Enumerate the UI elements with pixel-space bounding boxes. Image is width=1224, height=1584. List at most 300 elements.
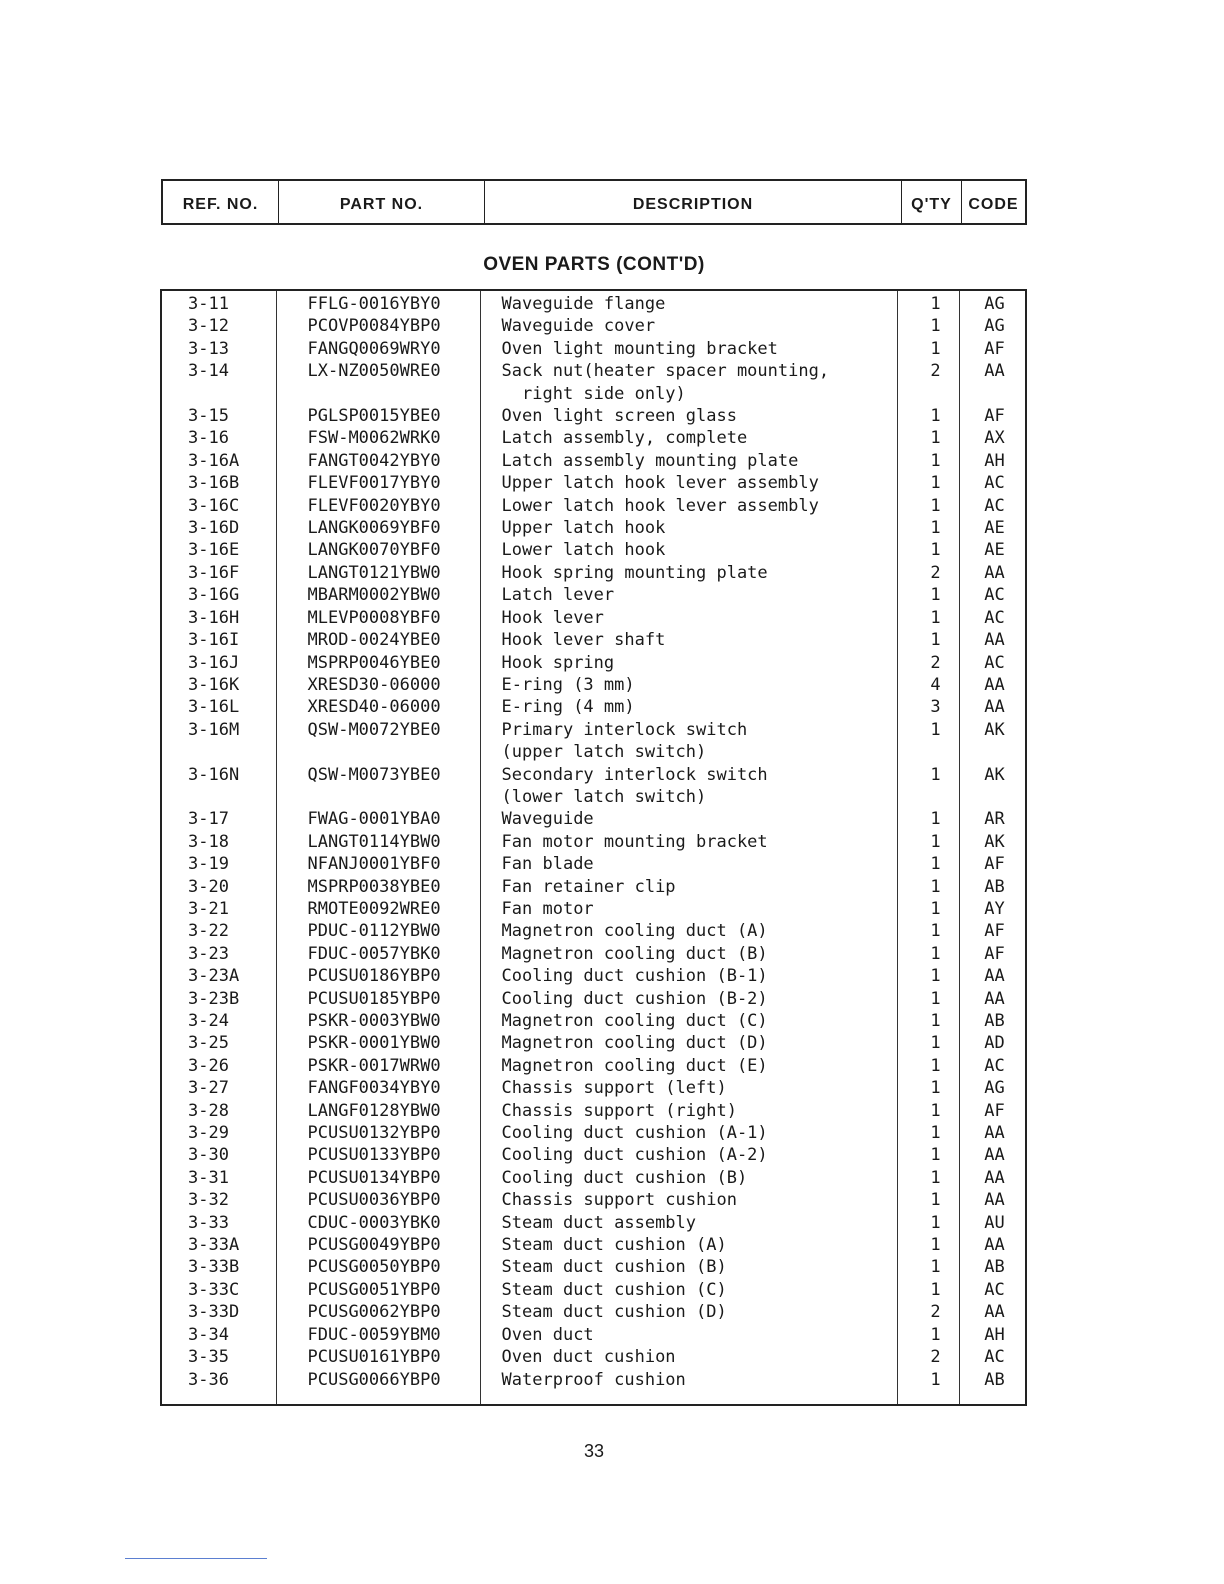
qty-cell: 1 <box>930 338 941 359</box>
description-cell: Hook spring <box>501 652 615 673</box>
code-cell: AA <box>984 630 1005 651</box>
table-row <box>162 1055 1025 1077</box>
description-cell: Waveguide cover <box>501 316 656 337</box>
table-row <box>162 1032 1025 1054</box>
description-cell: Cooling duct cushion (A-2) <box>501 1145 768 1166</box>
part-no-cell: PCUSU0134YBP0 <box>307 1167 441 1188</box>
description-cell: Fan motor mounting bracket <box>501 831 768 852</box>
qty-cell: 1 <box>930 1033 941 1054</box>
table-row <box>162 831 1025 853</box>
header-part-no: PART NO. <box>279 181 485 223</box>
ref-no-cell: 3-23A <box>188 966 240 987</box>
table-row <box>162 1077 1025 1099</box>
code-cell: AE <box>984 540 1005 561</box>
ref-no-cell: 3-23 <box>188 943 229 964</box>
table-row <box>162 607 1025 629</box>
ref-no-cell: 3-16C <box>188 495 240 516</box>
table-row <box>162 517 1025 539</box>
ref-no-cell: 3-16J <box>188 652 240 673</box>
part-no-cell: PCOVP0084YBP0 <box>307 316 441 337</box>
ref-no-cell: 3-34 <box>188 1324 229 1345</box>
qty-cell: 1 <box>930 1145 941 1166</box>
code-cell: AA <box>984 1302 1005 1323</box>
table-row <box>162 472 1025 494</box>
ref-no-cell: 3-11 <box>188 294 229 314</box>
ref-no-cell: 3-16D <box>188 518 240 539</box>
code-cell: AC <box>984 1055 1005 1076</box>
ref-no-cell: 3-12 <box>188 316 229 337</box>
description-cell: Magnetron cooling duct (C) <box>501 1011 768 1031</box>
code-cell: AC <box>984 607 1005 628</box>
code-cell: AH <box>984 450 1005 471</box>
description-cell: Upper latch hook <box>501 518 666 539</box>
table-row <box>162 629 1025 651</box>
description-cell: Steam duct cushion (A) <box>501 1235 727 1256</box>
table-row <box>162 764 1025 786</box>
qty-cell: 2 <box>930 361 941 382</box>
code-cell <box>960 741 1025 763</box>
part-no-cell: CDUC-0003YBK0 <box>307 1212 441 1233</box>
table-row <box>162 674 1025 696</box>
part-no-cell: MSPRP0038YBE0 <box>307 876 441 897</box>
part-no-cell: FSW-M0062WRK0 <box>307 428 441 449</box>
ref-no-cell: 3-22 <box>188 921 229 942</box>
code-cell: AR <box>984 809 1005 830</box>
description-cell: Latch assembly mounting plate <box>501 450 799 471</box>
table-row <box>162 562 1025 584</box>
qty-cell: 1 <box>930 876 941 897</box>
code-cell <box>960 383 1025 405</box>
description-cell: Cooling duct cushion (B) <box>501 1167 748 1188</box>
ref-no-cell <box>162 741 280 763</box>
table-row <box>162 427 1025 449</box>
code-cell: AC <box>984 495 1005 516</box>
code-cell <box>960 786 1025 808</box>
qty-cell: 1 <box>930 450 941 471</box>
description-cell: Fan motor <box>501 898 594 919</box>
table-row <box>162 1369 1025 1391</box>
table-row <box>162 1122 1025 1144</box>
table-row <box>162 943 1025 965</box>
ref-no-cell: 3-32 <box>188 1190 229 1211</box>
ref-no-cell: 3-16G <box>188 585 240 606</box>
description-cell: Fan blade <box>501 854 594 875</box>
table-row <box>162 405 1025 427</box>
code-cell: AA <box>984 674 1005 695</box>
code-cell: AB <box>984 876 1005 897</box>
qty-cell: 1 <box>930 1078 941 1099</box>
code-cell: AF <box>984 1100 1005 1121</box>
part-no-cell: FDUC-0057YBK0 <box>307 943 441 964</box>
ref-no-cell: 3-19 <box>188 854 229 875</box>
code-cell: AC <box>984 585 1005 606</box>
part-no-cell: FANGQ0069WRY0 <box>307 338 441 359</box>
part-no-cell: PGLSP0015YBE0 <box>307 406 441 427</box>
footer-rule <box>125 1558 267 1559</box>
code-cell: AF <box>984 943 1005 964</box>
description-cell: Latch assembly, complete <box>501 428 748 449</box>
table-row <box>162 539 1025 561</box>
table-row <box>162 1100 1025 1122</box>
table-row <box>162 1144 1025 1166</box>
qty-cell: 1 <box>930 316 941 337</box>
qty-cell: 2 <box>930 562 941 583</box>
part-no-cell <box>280 741 484 763</box>
description-cell: Waveguide <box>501 809 594 830</box>
ref-no-cell: 3-16A <box>188 450 240 471</box>
part-no-cell: PSKR-0003YBW0 <box>307 1011 441 1031</box>
part-no-cell: FLEVF0017YBY0 <box>307 473 441 494</box>
code-cell: AA <box>984 1167 1005 1188</box>
part-no-cell: PCUSG0051YBP0 <box>307 1279 441 1300</box>
section-title: OVEN PARTS (CONT'D) <box>483 254 705 275</box>
header-qty: Q'TY <box>902 181 962 223</box>
ref-no-cell: 3-25 <box>188 1033 229 1054</box>
qty-cell: 1 <box>930 1167 941 1188</box>
parts-rows <box>162 293 1025 1391</box>
qty-cell: 1 <box>930 428 941 449</box>
qty-cell: 1 <box>930 921 941 942</box>
qty-cell: 1 <box>930 1257 941 1278</box>
table-row <box>162 1189 1025 1211</box>
part-no-cell: XRESD40-06000 <box>307 697 441 718</box>
qty-cell <box>898 383 960 405</box>
description-cell: Sack nut(heater spacer mounting, <box>501 361 830 382</box>
part-no-cell: PDUC-0112YBW0 <box>307 921 441 942</box>
code-cell: AC <box>984 652 1005 673</box>
ref-no-cell: 3-29 <box>188 1123 229 1144</box>
code-cell: AK <box>984 831 1005 852</box>
qty-cell: 1 <box>930 607 941 628</box>
table-row <box>162 450 1025 472</box>
table-row <box>162 1234 1025 1256</box>
table-row <box>162 696 1025 718</box>
part-no-cell: LANGK0069YBF0 <box>307 518 441 539</box>
qty-cell: 1 <box>930 540 941 561</box>
description-cell: Fan retainer clip <box>501 876 676 897</box>
table-row <box>162 965 1025 987</box>
code-cell: AC <box>984 1279 1005 1300</box>
qty-cell: 1 <box>930 1212 941 1233</box>
ref-no-cell: 3-20 <box>188 876 229 897</box>
description-cell: Steam duct assembly <box>501 1212 697 1233</box>
table-row <box>162 786 1025 808</box>
code-cell: AA <box>984 966 1005 987</box>
description-cell: Steam duct cushion (D) <box>501 1302 727 1323</box>
ref-no-cell: 3-16L <box>188 697 240 718</box>
description-cell: Primary interlock switch <box>501 719 748 740</box>
part-no-cell: LANGK0070YBF0 <box>307 540 441 561</box>
qty-cell: 1 <box>930 988 941 1009</box>
part-no-cell: PCUSU0185YBP0 <box>307 988 441 1009</box>
qty-cell: 1 <box>930 630 941 651</box>
qty-cell: 1 <box>930 1235 941 1256</box>
part-no-cell: MROD-0024YBE0 <box>307 630 441 651</box>
qty-cell: 1 <box>930 1279 941 1300</box>
code-cell: AA <box>984 1123 1005 1144</box>
qty-cell: 1 <box>930 966 941 987</box>
table-row <box>162 383 1025 405</box>
qty-cell: 1 <box>930 809 941 830</box>
code-cell: AB <box>984 1257 1005 1278</box>
ref-no-cell: 3-35 <box>188 1347 229 1368</box>
qty-cell: 1 <box>930 294 941 314</box>
description-cell: Waterproof cushion <box>501 1369 686 1390</box>
qty-cell: 1 <box>930 1011 941 1031</box>
qty-cell: 1 <box>930 585 941 606</box>
part-no-cell: PCUSG0050YBP0 <box>307 1257 441 1278</box>
code-cell: AF <box>984 854 1005 875</box>
description-cell: Magnetron cooling duct (A) <box>501 921 768 942</box>
part-no-cell: PSKR-0001YBW0 <box>307 1033 441 1054</box>
part-no-cell: PCUSU0161YBP0 <box>307 1347 441 1368</box>
description-cell: Hook lever shaft <box>501 630 666 651</box>
part-no-cell: FANGF0034YBY0 <box>307 1078 441 1099</box>
description-cell: Chassis support cushion <box>501 1190 737 1211</box>
qty-cell: 2 <box>930 1347 941 1368</box>
table-row <box>162 719 1025 741</box>
code-cell: AD <box>984 1033 1005 1054</box>
parts-table <box>160 289 1027 1406</box>
ref-no-cell: 3-33 <box>188 1212 229 1233</box>
description-cell: right side only) <box>501 383 686 404</box>
part-no-cell: XRESD30-06000 <box>307 674 441 695</box>
code-cell: AF <box>984 406 1005 427</box>
description-cell: Chassis support (right) <box>501 1100 737 1121</box>
code-cell: AY <box>984 898 1005 919</box>
table-row <box>162 1301 1025 1323</box>
part-no-cell: RMOTE0092WRE0 <box>307 898 441 919</box>
part-no-cell: FDUC-0059YBM0 <box>307 1324 441 1345</box>
qty-cell <box>898 741 960 763</box>
qty-cell: 1 <box>930 1324 941 1345</box>
description-cell: Cooling duct cushion (B-2) <box>501 988 768 1009</box>
part-no-cell: FLEVF0020YBY0 <box>307 495 441 516</box>
table-row <box>162 853 1025 875</box>
ref-no-cell <box>162 383 280 405</box>
ref-no-cell: 3-16 <box>188 428 229 449</box>
description-cell: Upper latch hook lever assembly <box>501 473 819 494</box>
qty-cell: 1 <box>930 1369 941 1390</box>
description-cell: Steam duct cushion (B) <box>501 1257 727 1278</box>
part-no-cell: LANGF0128YBW0 <box>307 1100 441 1121</box>
ref-no-cell: 3-13 <box>188 338 229 359</box>
description-cell: Lower latch hook <box>501 540 666 561</box>
description-cell: Secondary interlock switch <box>501 764 768 785</box>
part-no-cell: NFANJ0001YBF0 <box>307 854 441 875</box>
qty-cell: 2 <box>930 1302 941 1323</box>
description-cell: Waveguide flange <box>501 294 666 314</box>
part-no-cell: LX-NZ0050WRE0 <box>307 361 441 382</box>
part-no-cell: PCUSG0066YBP0 <box>307 1369 441 1390</box>
ref-no-cell: 3-33A <box>188 1235 240 1256</box>
description-cell: E-ring (3 mm) <box>501 674 635 695</box>
header-code: CODE <box>968 196 1019 213</box>
qty-cell <box>898 786 960 808</box>
description-cell: Oven light screen glass <box>501 406 737 427</box>
code-cell: AA <box>984 1145 1005 1166</box>
qty-cell: 1 <box>930 719 941 740</box>
qty-cell: 1 <box>930 473 941 494</box>
part-no-cell: FANGT0042YBY0 <box>307 450 441 471</box>
description-cell: (lower latch switch) <box>501 786 707 807</box>
table-row <box>162 652 1025 674</box>
code-cell: AH <box>984 1324 1005 1345</box>
qty-cell: 3 <box>930 697 941 718</box>
code-cell: AA <box>984 361 1005 382</box>
table-row <box>162 988 1025 1010</box>
ref-no-cell: 3-30 <box>188 1145 229 1166</box>
qty-cell: 1 <box>930 1055 941 1076</box>
code-cell: AG <box>984 1078 1005 1099</box>
table-row <box>162 360 1025 382</box>
ref-no-cell: 3-31 <box>188 1167 229 1188</box>
table-row <box>162 1256 1025 1278</box>
part-no-cell: QSW-M0072YBE0 <box>307 719 441 740</box>
part-no-cell: PCUSU0133YBP0 <box>307 1145 441 1166</box>
code-cell: AG <box>984 316 1005 337</box>
ref-no-cell: 3-24 <box>188 1011 229 1031</box>
code-cell: AU <box>984 1212 1005 1233</box>
ref-no-cell: 3-16H <box>188 607 240 628</box>
column-header-table <box>161 179 1027 225</box>
table-row <box>162 1212 1025 1234</box>
code-cell: AA <box>984 697 1005 718</box>
part-no-cell: QSW-M0073YBE0 <box>307 764 441 785</box>
description-cell: Hook lever <box>501 607 604 628</box>
ref-no-cell: 3-14 <box>188 361 229 382</box>
description-cell: Hook spring mounting plate <box>501 562 768 583</box>
qty-cell: 4 <box>930 674 941 695</box>
table-row <box>162 1279 1025 1301</box>
part-no-cell: PCUSG0062YBP0 <box>307 1302 441 1323</box>
qty-cell: 1 <box>930 854 941 875</box>
table-row <box>162 808 1025 830</box>
ref-no-cell: 3-36 <box>188 1369 229 1390</box>
part-no-cell: LANGT0121YBW0 <box>307 562 441 583</box>
qty-cell: 1 <box>930 1190 941 1211</box>
description-cell: Oven duct <box>501 1324 594 1345</box>
ref-no-cell: 3-26 <box>188 1055 229 1076</box>
table-row <box>162 741 1025 763</box>
table-row <box>162 293 1025 315</box>
part-no-cell: MBARM0002YBW0 <box>307 585 441 606</box>
description-cell: Oven light mounting bracket <box>501 338 778 359</box>
table-row <box>162 338 1025 360</box>
ref-no-cell: 3-16F <box>188 562 240 583</box>
code-cell: AB <box>984 1011 1005 1031</box>
code-cell: AA <box>984 562 1005 583</box>
table-row <box>162 898 1025 920</box>
table-row <box>162 1167 1025 1189</box>
description-cell: Steam duct cushion (C) <box>501 1279 727 1300</box>
table-row <box>162 1010 1025 1032</box>
code-cell: AC <box>984 473 1005 494</box>
part-no-cell: LANGT0114YBW0 <box>307 831 441 852</box>
part-no-cell: PCUSU0186YBP0 <box>307 966 441 987</box>
code-cell: AE <box>984 518 1005 539</box>
code-cell: AA <box>984 988 1005 1009</box>
ref-no-cell: 3-16B <box>188 473 240 494</box>
description-cell: Magnetron cooling duct (B) <box>501 943 768 964</box>
qty-cell: 1 <box>930 1100 941 1121</box>
qty-cell: 1 <box>930 943 941 964</box>
code-cell: AA <box>984 1235 1005 1256</box>
page-number: 33 <box>583 1441 605 1461</box>
ref-no-cell: 3-33B <box>188 1257 240 1278</box>
description-cell: (upper latch switch) <box>501 742 707 763</box>
qty-cell: 2 <box>930 652 941 673</box>
header-ref-no: REF. NO. <box>163 181 279 223</box>
ref-no-cell: 3-16I <box>188 630 240 651</box>
ref-no-cell: 3-16M <box>188 719 240 740</box>
code-cell: AX <box>984 428 1005 449</box>
ref-no-cell: 3-21 <box>188 898 229 919</box>
code-cell: AK <box>984 719 1005 740</box>
ref-no-cell: 3-28 <box>188 1100 229 1121</box>
ref-no-cell: 3-27 <box>188 1078 229 1099</box>
ref-no-cell: 3-18 <box>188 831 229 852</box>
part-no-cell: PCUSU0036YBP0 <box>307 1190 441 1211</box>
ref-no-cell: 3-17 <box>188 809 229 830</box>
part-no-cell: PCUSU0132YBP0 <box>307 1123 441 1144</box>
description-cell: Chassis support (left) <box>501 1078 727 1099</box>
table-row <box>162 495 1025 517</box>
part-no-cell <box>280 786 484 808</box>
header-description: DESCRIPTION <box>485 181 902 223</box>
table-row <box>162 920 1025 942</box>
ref-no-cell: 3-33C <box>188 1279 240 1300</box>
code-cell: AG <box>984 294 1005 314</box>
description-cell: Cooling duct cushion (B-1) <box>501 966 768 987</box>
table-row <box>162 1324 1025 1346</box>
qty-cell: 1 <box>930 1123 941 1144</box>
code-cell: AA <box>984 1190 1005 1211</box>
code-cell: AF <box>984 338 1005 359</box>
qty-cell: 1 <box>930 831 941 852</box>
ref-no-cell <box>162 786 280 808</box>
qty-cell: 1 <box>930 495 941 516</box>
ref-no-cell: 3-23B <box>188 988 240 1009</box>
ref-no-cell: 3-16K <box>188 674 240 695</box>
table-row <box>162 1346 1025 1368</box>
code-cell: AF <box>984 921 1005 942</box>
qty-cell: 1 <box>930 518 941 539</box>
code-cell: AB <box>984 1369 1005 1390</box>
code-cell: AC <box>984 1347 1005 1368</box>
qty-cell: 1 <box>930 406 941 427</box>
table-row <box>162 584 1025 606</box>
ref-no-cell: 3-15 <box>188 406 229 427</box>
table-row <box>162 876 1025 898</box>
ref-no-cell: 3-16N <box>188 764 240 785</box>
part-no-cell: MSPRP0046YBE0 <box>307 652 441 673</box>
code-cell: AK <box>984 764 1005 785</box>
description-cell: Magnetron cooling duct (D) <box>501 1033 768 1054</box>
ref-no-cell: 3-33D <box>188 1302 240 1323</box>
qty-cell: 1 <box>930 764 941 785</box>
part-no-cell: PSKR-0017WRW0 <box>307 1055 441 1076</box>
description-cell: Magnetron cooling duct (E) <box>501 1055 768 1076</box>
table-row <box>162 315 1025 337</box>
description-cell: E-ring (4 mm) <box>501 697 635 718</box>
part-no-cell: MLEVP0008YBF0 <box>307 607 441 628</box>
part-no-cell: FFLG-0016YBY0 <box>307 294 441 314</box>
ref-no-cell: 3-16E <box>188 540 240 561</box>
description-cell: Oven duct cushion <box>501 1347 676 1368</box>
description-cell: Latch lever <box>501 585 615 606</box>
part-no-cell: PCUSG0049YBP0 <box>307 1235 441 1256</box>
